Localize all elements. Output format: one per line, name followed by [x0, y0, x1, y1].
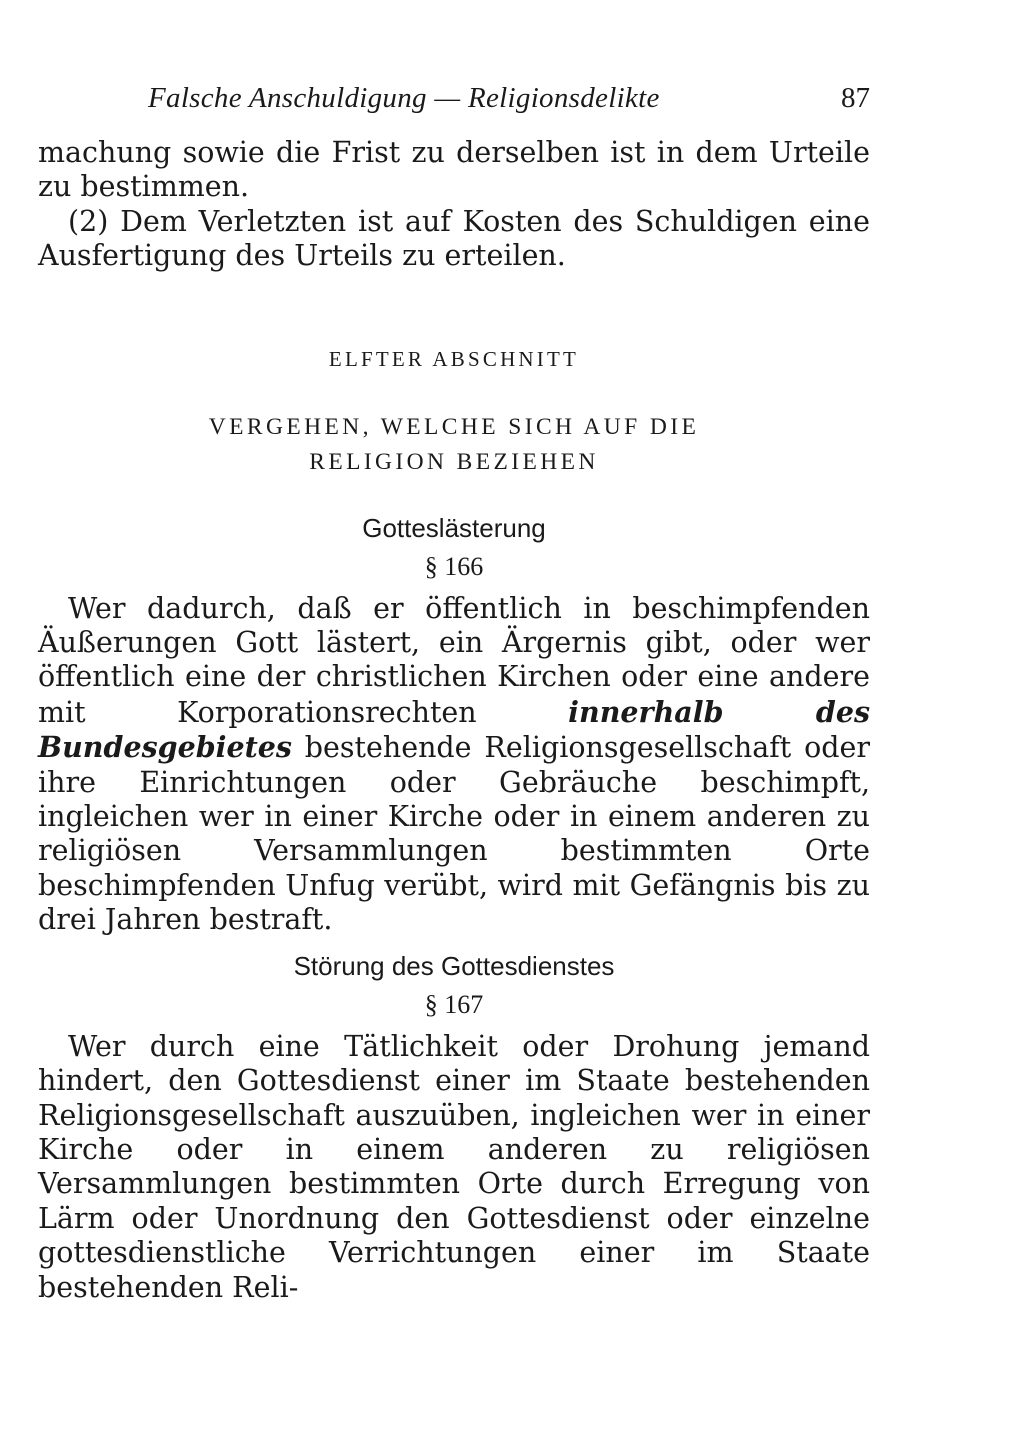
book-page [38, 78, 870, 1305]
continued-text: machung sowie die Frist zu derselben ist in dem Urteile zu bestimmen. [38, 136, 870, 204]
heading-gotteslaesterung: Gotteslästerung [362, 512, 546, 543]
paragraph-166-text-end: bestehende Religionsgesellschaft oder ihre Einrichtungen oder Gebräuche beschimpft, ingleichen wer in einer Kirche oder in einem anderen zu religiösen Versammlungen bestimmten Orte beschimpfenden Unfug verübt, wird mit Gefängnis bis zu drei Jahren bestraft. [38, 731, 870, 937]
section-title-line-2: RELIGION BEZIEHEN [309, 448, 599, 475]
clause-2: (2) Dem Verletzten ist auf Kosten des Schuldigen eine Ausfertigung des Urteils zu erteilen. [38, 204, 870, 273]
running-title: Falsche Anschuldigung — Religionsdelikte [148, 82, 660, 114]
section-label: ELFTER ABSCHNITT [328, 346, 580, 371]
paragraph-number-167: § 167 [424, 989, 484, 1019]
paragraph-167-text: Wer durch eine Tätlichkeit oder Drohung jemand hindert, den Gottesdienst einer im Staate bestehenden Religionsgesellschaft auszuüben, ingleichen wer in einer Kirche oder in einem anderen zu religiösen Versammlungen bestimmten Orte durch Erregung von Lärm oder Unordnung den Gottesdienst oder einzelne gottesdienstliche Verrichtungen einer im Staate bestehenden Reli- [38, 1029, 870, 1304]
section-title-line-1: VERGEHEN, WELCHE SICH AUF DIE [208, 413, 700, 440]
paragraph-166-emphasis: innerhalb des Bundesgebietes [38, 694, 871, 765]
paragraph-166-text [38, 592, 870, 938]
paragraph-166-text-start: Wer dadurch, daß er öffentlich in beschimpfenden Äußerungen Gott lästert, ein Ärgernis gibt, oder wer öffentlich eine der christlichen Kirchen oder eine andere mit Korporationsrechten [38, 591, 870, 729]
running-head [38, 78, 870, 136]
section-title [38, 410, 870, 480]
paragraph-number-166: § 166 [424, 551, 484, 581]
page-number: 87 [841, 82, 870, 114]
heading-stoerung-des-gottesdienstes: Störung des Gottesdienstes [293, 950, 615, 981]
